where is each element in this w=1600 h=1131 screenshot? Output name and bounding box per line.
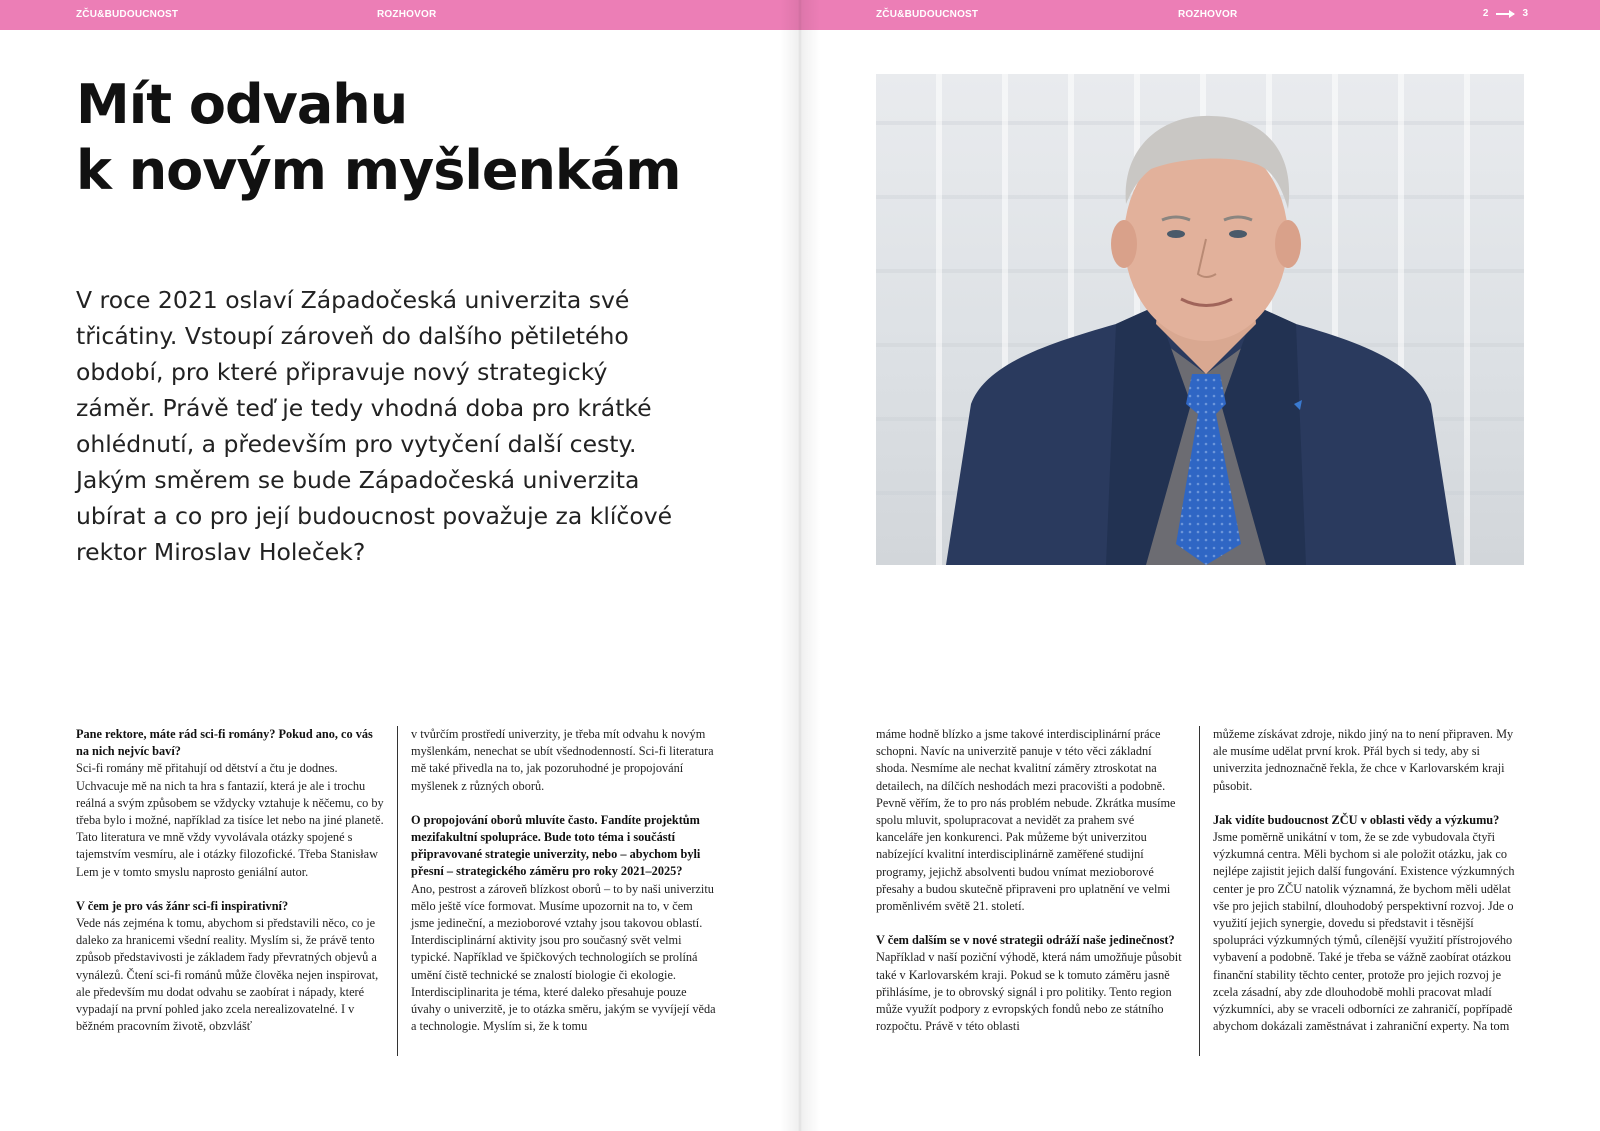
header-bar xyxy=(0,0,800,30)
header-category: ROZHOVOR xyxy=(377,9,437,20)
answer: Vede nás zejména k tomu, abychom si představili něco, co je daleko za hranicemi všední reality. Myslím si, že právě tento způsob představivosti je základem řady převratných objevů a vynálezů. Čtení sci-fi románů může člověka nejen inspirovat, ale především mu dodat odvahu se zaobírat i nápady, které vypadají na první pohled jako zcela nerealizovatelné. I v běžném pracovním životě, obzvlášť xyxy=(76,916,379,1034)
question: V čem dalším se v nové strategii odráží naše jedinečnost? xyxy=(876,933,1175,948)
question: Jak vidíte budoucnost ZČU v oblasti vědy a výzkumu? xyxy=(1213,812,1500,827)
question: Pane rektore, máte rád sci-fi romány? Pokud ano, co vás na nich nejvíc baví? xyxy=(76,727,373,759)
article-lead: V roce 2021 oslaví Západočeská univerzita své třicátiny. Vstoupí zároveň do dalšího pětiletého období, pro které připravuje nový strategický záměr. Právě teď je tedy vhodná doba pro krátké ohlédnutí, a především pro vytyčení další cesty. Jakým směrem se bude Západočeská univerzita ubírat a co pro její budoucnost považuje za klíčové rektor Miroslav Holeček? xyxy=(76,286,673,566)
answer: Například v naší poziční výhodě, která nám umožňuje působit také v Karlovarském kraji. Pokud se k tomuto záměru jasně přihlásíme, je to obrovský signál i pro politiky. Tento region může využít podpory z evropských fondů nebo ze státního rozpočtu. Právě v této oblasti xyxy=(876,950,1182,1034)
right-page xyxy=(800,0,1600,1131)
column-divider xyxy=(397,726,398,1056)
header-bar xyxy=(800,0,1600,30)
question: V čem je pro vás žánr sci-fi inspirativní? xyxy=(76,898,289,913)
page-number-left: 2 xyxy=(1482,8,1489,19)
question: O propojování oborů mluvíte často. Fandíte projektům mezifakultní spolupráce. Bude toto téma i součástí připravované strategie univerzity, nebo – abychom byli přesní – strategického záměru pro roky 2021–2025? xyxy=(411,812,701,879)
title-line-1: Mít odvahu xyxy=(76,73,408,136)
header-section: ZČU&BUDOUCNOST xyxy=(76,9,179,20)
portrait-photo xyxy=(876,74,1524,565)
text-column-4 xyxy=(1213,726,1521,1035)
answer: máme hodně blízko a jsme takové interdisciplinární práce schopni. Navíc na univerzitě panuje v této věci základní shoda. Nesmíme ale nechat kvalitní záměry ztroskotat na detailech, na dílčích neshodách mezi pracovišti a podobně. Pevně věřím, že to pro nás problém nebude. Zkrátka musíme spolu mluvit, spolupracovat a nevidět za prahem své kanceláře jen konkurenci. Pak můžeme být univerzitou nabízející kvalitní interdisciplinárně zaměřené studijní programy, jejichž absolventi budou vnímat mezioborové přesahy a budou skutečně připraveni pro uplatnění ve velmi proměnlivém světě 21. století. xyxy=(876,727,1176,914)
arrow-right-icon xyxy=(1496,13,1514,15)
answer: Jsme poměrně unikátní v tom, že se zde vybudovala čtyři výzkumná centra. Měli bychom si ale položit otázku, jak co nejlépe zajistit jejich další fungování. Existence výzkumných center je pro ZČU natolik významná, že bychom měli udělat vše pro jejich stabilní, dlouhodobý perspektivní rozvoj. Jde o využití jejich synergie, dovedu si představit i těsnější spolupráci výzkumných týmů, cílenější využití přístrojového vybavení a podobně. Také je třeba se vážně zaobírat otázkou finanční stability těchto center, protože pro jejich rozvoj je zcela zásadní, aby zde dlouhodobě mohli pracovat mladí výzkumníci, aby se vraceli odborníci ze zahraničí, popřípadě abychom dokázali zaměstnávat i zahraniční experty. Na tom xyxy=(1213,830,1515,1034)
answer: v tvůrčím prostředí univerzity, je třeba mít odvahu k novým myšlenkám, nenechat se ubít všednodenností. Sci-fi literatura mě také přivedla na to, jak pozoruhodné je propojování myšlenek z různých oborů. xyxy=(411,727,714,793)
column-divider xyxy=(1199,726,1200,1056)
article-title xyxy=(76,72,736,204)
header-category: ROZHOVOR xyxy=(1178,9,1238,20)
text-column-3 xyxy=(876,726,1184,1035)
header-section: ZČU&BUDOUCNOST xyxy=(876,9,979,20)
text-column-2 xyxy=(411,726,719,1035)
answer: můžeme získávat zdroje, nikdo jiný na to není připraven. My ale musíme udělat první krok. Přál bych si tedy, aby si univerzita jednoznačně řekla, že chce v Karlovarském kraji působit. xyxy=(1213,727,1514,793)
title-line-2: k novým myšlenkám xyxy=(76,139,681,202)
portrait-illustration xyxy=(876,74,1524,565)
answer: Ano, pestrost a zároveň blízkost oborů – to by naši univerzitu mělo ještě více formovat. Musíme upozornit na to, v čem jsme jedineční, a mezioborové vztahy jsou takovou oblastí. Interdisciplinární aktivity jsou pro současný svět velmi typické. Například ve špičkových technologiích se prolíná umění čistě technické se znalostí biologie či ekologie. Interdisciplinarita je téma, které daleko přesahuje pouze úvahy o univerzitě, je to otázka směru, jakým se vyvíjejí věda a technologie. Myslím si, že k tomu xyxy=(411,881,716,1034)
page-number-right: 3 xyxy=(1522,8,1528,19)
answer: Sci-fi romány mě přitahují od dětství a čtu je dodnes. Uchvacuje mě na nich ta hra s fantazií, která je ale i trochu reálná a svým způsobem se vždycky vztahuje k něčemu, co by třeba bylo i možné, například za tisíce let nebo na jiné planetě. Tato literatura ve mně vždy vyvolávala otázky spojené s tajemstvím vesmíru, ale i otázky filozofické. Třeba Stanisław Lem je v tomto smyslu naprosto geniální autor. xyxy=(76,761,384,879)
page-numbers xyxy=(1483,8,1528,19)
text-column-1 xyxy=(76,726,384,1035)
